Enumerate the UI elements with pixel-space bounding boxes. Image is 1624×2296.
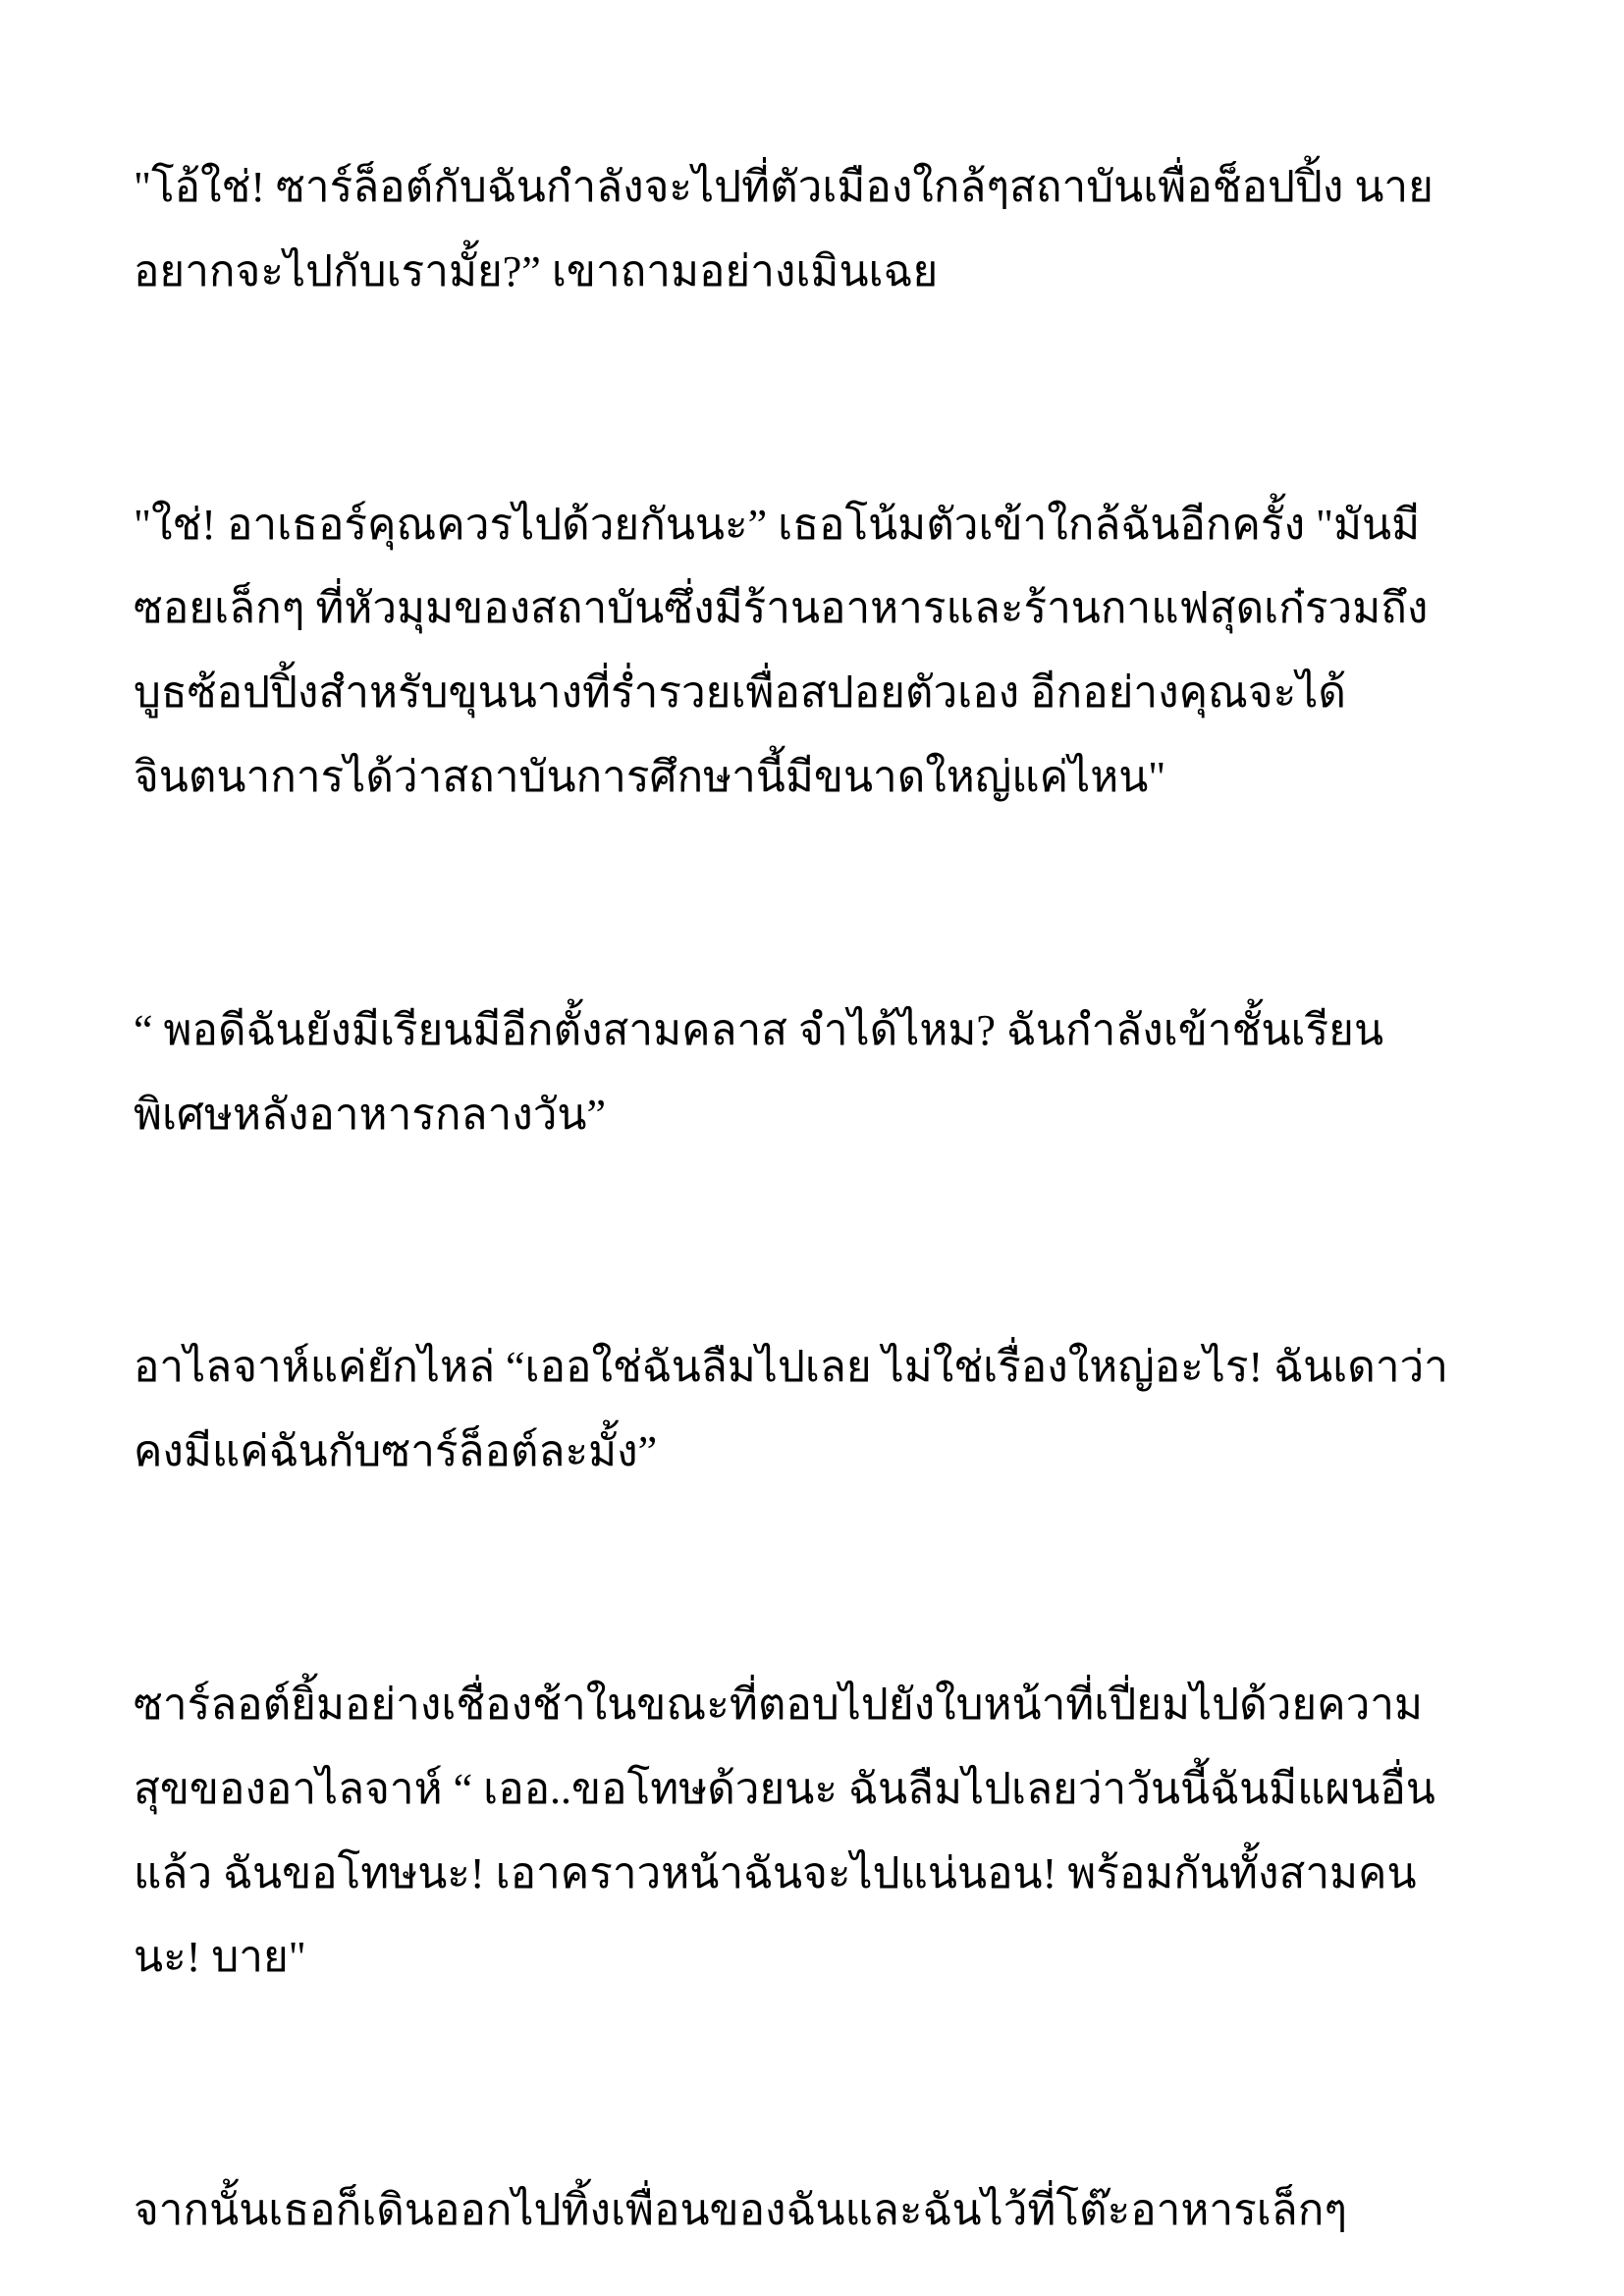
paragraph-2: "ใช่! อาเธอร์คุณควรไปด้วยกันนะ” เธอโน้มตัวเข้าใกล้ฉันอีกครั้ง "มันมีซอยเล็กๆ ที่หัวมุมของสถาบันซึ่งมีร้านอาหารและร้านกาแฟสุดเก๋รวมถึงบูธซ้อปปิ้งสำหรับขุนนางที่ร่ำรวยเพื่อสปอยตัวเอง อีกอย่างคุณจะได้จินตนาการได้ว่าสถาบันการศึกษานี้มีขนาดใหญ่แค่ไหน" <box>134 500 1429 801</box>
paragraph-1: "โอ้ใช่! ซาร์ล็อต์กับฉันกำลังจะไปที่ตัวเมืองใกล้ๆสถาบันเพื่อช็อปปิ้ง นายอยากจะไปกับเรามั้ย?” เขาถามอย่างเมินเฉย <box>134 163 1434 295</box>
paragraph-3: “ พอดีฉันยังมีเรียนมีอีกตั้งสามคลาส จำได้ไหม? ฉันกำลังเข้าชั้นเรียนพิเศษหลังอาหารกลางวัน” <box>134 1005 1384 1139</box>
paragraph-5: ซาร์ลอต์ยิ้มอย่างเชื่องช้าในขณะที่ตอบไปยังใบหน้าที่เปี่ยมไปด้วยความสุขของอาไลจาห์ “ เออ..ขอโทษด้วยนะ ฉันลืมไปเลยว่าวันนี้ฉันมีแผนอื่นแล้ว ฉันขอโทษนะ! เอาคราวหน้าฉันจะไปแน่นอน! พร้อมกันทั้งสามคนนะ! บาย" <box>134 1680 1435 1982</box>
paragraph-6: จากนั้นเธอก็เดินออกไปทิ้งเพื่อนของฉันและฉันไว้ที่โต๊ะอาหารเล็กๆ <box>134 2186 1347 2235</box>
paragraph-4: อาไลจาห์แค่ยักไหล่ “เออใช่ฉันลืมไปเลย ไม่ใช่เรื่องใหญ่อะไร! ฉันเดาว่าคงมีแค่ฉันกับซาร์ล็อต์ละมั้ง” <box>134 1343 1448 1476</box>
